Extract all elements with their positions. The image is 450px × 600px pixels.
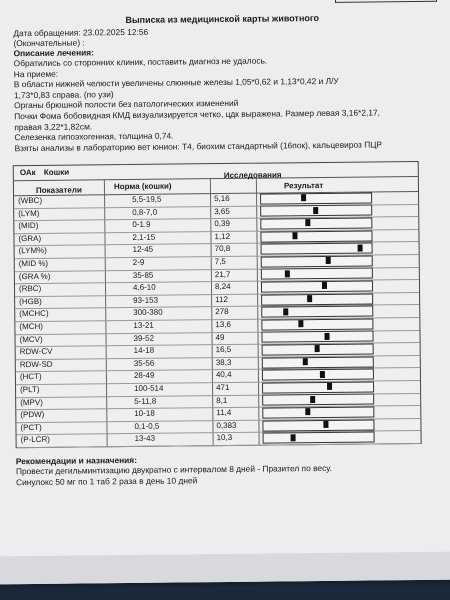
result-scale: [262, 394, 374, 406]
result-scale: [262, 381, 374, 393]
result-value: 21,7: [214, 269, 231, 279]
result-scale: [262, 356, 374, 368]
indicator-name: (GRA): [18, 233, 42, 243]
result-marker: [285, 270, 290, 277]
result-scale: [263, 432, 375, 444]
result-value: 70,8: [214, 244, 231, 254]
result-value: 13,6: [215, 319, 232, 330]
treatment-line: На приеме:: [13, 68, 59, 79]
result-marker: [307, 295, 312, 302]
result-marker: [305, 220, 310, 227]
result-scale: [261, 243, 373, 255]
result-scale: [262, 406, 374, 418]
result-scale: [260, 205, 372, 217]
indicator-name: RDW-SD: [19, 359, 53, 369]
result-marker: [325, 333, 330, 340]
result-scale: [260, 230, 372, 242]
result-scale: [262, 369, 374, 381]
result-marker: [313, 207, 318, 214]
result-value: 3,65: [214, 206, 230, 216]
result-scale: [262, 419, 374, 431]
result-marker: [322, 282, 327, 289]
result-value: 38,3: [215, 357, 232, 367]
treatment-line: Обратились со сторонних клиник, поставить диагноз не удалось.: [13, 55, 268, 69]
indicator-name: (PLT): [20, 384, 40, 395]
indicator-name: (HCT): [19, 372, 42, 382]
result-marker: [283, 308, 288, 315]
norm-value: 2,1-15: [132, 232, 156, 242]
result-marker: [320, 371, 325, 378]
indicators-header: Показатели: [35, 185, 82, 195]
analysis-type-label: ОАк: [19, 167, 36, 178]
result-marker: [299, 320, 304, 327]
result-marker: [357, 244, 362, 251]
result-marker: [310, 396, 315, 403]
norm-value: 2-9: [132, 257, 145, 267]
norm-value: 4,6-10: [132, 282, 156, 293]
indicator-name: (GRA %): [18, 271, 51, 281]
result-value: 7,5: [214, 256, 226, 267]
result-value: 40,4: [215, 370, 232, 380]
result-scale: [260, 192, 372, 204]
result-value: 0,383: [216, 420, 237, 430]
result-value: 16,5: [215, 345, 232, 355]
document-title: Выписка из медицинской карты животного: [125, 13, 320, 26]
treatment-line: правая 3,22*1,82см.: [14, 120, 93, 132]
result-marker: [293, 232, 298, 239]
result-value: 8,24: [214, 282, 231, 292]
norm-value: 12-45: [132, 245, 154, 255]
norm-value: 93-153: [133, 295, 159, 305]
indicator-name: (LYM%): [18, 246, 47, 256]
indicator-name: (P-LCR): [20, 435, 50, 445]
recommendation-line: Синулокс 50 мг по 1 таб 2 раза в день 10 дней: [15, 474, 198, 487]
norm-value: 39-52: [133, 333, 155, 343]
result-value: 10,3: [216, 433, 233, 443]
treatment-line: Почки Фома бобовидная КМД визуализируется четко, цдк выражена. Размер левая 3,16*2,17,: [14, 107, 381, 122]
norm-value: 0,1-0,5: [134, 421, 160, 431]
norm-value: 0,8-7,0: [132, 207, 158, 217]
result-scale: [261, 331, 373, 343]
indicator-name: (WBC): [18, 195, 43, 206]
indicator-name: (MCH): [19, 321, 43, 332]
result-marker: [301, 194, 306, 201]
recommendation-line: Провести дегильминтизацию двукратно с интервалом 8 дней - Празител по весу.: [15, 462, 332, 477]
indicator-name: (PDW): [20, 410, 45, 420]
result-value: 0,39: [214, 219, 230, 229]
result-marker: [326, 257, 331, 264]
norm-value: 28-49: [133, 371, 155, 381]
norm-value: 35-85: [132, 270, 154, 280]
treatment-line: 1,73*0,83 справа. (по узи): [13, 88, 114, 100]
table-row: [17, 430, 421, 448]
result-scale: [261, 255, 373, 267]
result-marker: [324, 421, 329, 428]
treatment-line: Органы брюшной полости без патологических изменений: [14, 98, 239, 111]
result-scale: [262, 343, 374, 355]
treatment-heading: Описание лечения:: [13, 47, 94, 59]
indicator-name: (LYM): [18, 208, 40, 218]
result-marker: [315, 345, 320, 352]
indicator-name: (MCHC): [19, 309, 49, 319]
norm-value: 13-43: [134, 434, 156, 444]
result-value: 1,12: [214, 231, 231, 241]
result-marker: [327, 383, 332, 390]
top-box: [335, 0, 437, 3]
indicator-name: (MID %): [18, 258, 49, 269]
treatment-line: Взяты анализы в лабораторию вет юнион: Т4, биохим стандартный (16пок), кальцевироз ПЦР: [14, 139, 383, 153]
norm-value: 5-11,8: [134, 396, 157, 406]
research-header: Исследования: [223, 170, 282, 181]
result-marker: [305, 409, 310, 416]
visit-date: Дата обращения: 23.02.2025 12:56: [13, 26, 149, 39]
result-value: 112: [215, 294, 228, 304]
indicator-name: (MCV): [19, 334, 43, 344]
result-scale: [261, 318, 373, 330]
norm-header: Норма (кошки): [113, 181, 172, 192]
norm-value: 300-380: [133, 308, 163, 318]
blood-test-table: [13, 161, 422, 448]
result-scale: [260, 217, 372, 229]
result-marker: [291, 434, 296, 441]
recommendations-heading: Рекомендации и назначения:: [15, 454, 138, 467]
norm-value: 5,5-19,5: [132, 194, 162, 204]
paper-bottom-edge: [0, 552, 450, 585]
indicator-name: RDW-CV: [19, 346, 53, 357]
norm-value: 35-56: [133, 358, 155, 368]
status-line: (Окончательные) :: [13, 37, 85, 49]
result-header: Результат: [283, 180, 324, 191]
result-scale: [261, 268, 373, 280]
treatment-line: Селезенка гипоэхогенная, толщина 0,74.: [14, 130, 174, 143]
treatment-line: В области нижней челюсти увеличены слюнные железы 1,05*0,62 и 1,13*0,42 и Л/У: [13, 75, 339, 90]
indicator-name: (RBC): [18, 284, 42, 294]
norm-value: 0-1.9: [132, 219, 151, 230]
norm-value: 100-514: [134, 383, 164, 393]
result-value: 278: [215, 307, 229, 317]
result-value: 5,16: [214, 193, 230, 204]
norm-value: 13-21: [133, 320, 154, 330]
indicator-name: (MPV): [20, 397, 43, 407]
result-value: 471: [216, 382, 230, 393]
indicator-name: (HGB): [19, 296, 42, 306]
indicator-name: (PCT): [20, 422, 42, 432]
species-label: Кошки: [43, 167, 70, 177]
result-value: 11,4: [216, 408, 232, 418]
result-scale: [261, 306, 373, 318]
result-value: 49: [215, 332, 225, 342]
indicator-name: (MID): [18, 221, 39, 231]
norm-value: 14-18: [133, 345, 155, 356]
result-scale: [261, 280, 373, 292]
result-scale: [261, 293, 373, 305]
result-marker: [302, 358, 307, 365]
norm-value: 10-18: [134, 408, 155, 419]
result-value: 8,1: [216, 395, 228, 405]
